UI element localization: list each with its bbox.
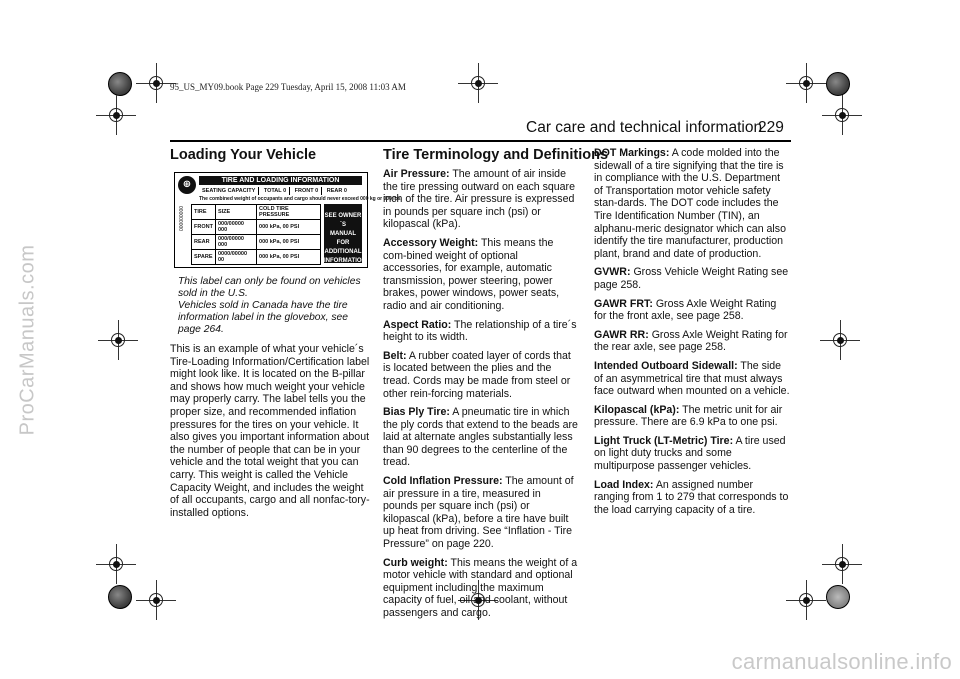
terminology-column-1 (383, 168, 578, 626)
footer-watermark: carmanualsonline.info (731, 649, 952, 674)
definition-term: Kilopascal (kPa): (594, 403, 680, 416)
cell: REAR (192, 235, 216, 250)
definition-text: A code molded into the sidewall of a tire signifying that the tire is in compliance with the U.S. Department of Transportation motor vehicle safety stan-dards. The DOT code includes the Tire Identification Number (TIN), an alphanu-meric designator which can also identify the tire manufacturer, production plant, brand and date of production. (594, 147, 786, 260)
color-blot-bottom-right (826, 585, 850, 609)
definition-term: Curb weight: (383, 556, 448, 569)
terminology-column-2 (594, 147, 790, 522)
definition-item (594, 147, 790, 260)
definition-term: Aspect Ratio: (383, 318, 452, 331)
registration-mark-bottom-left (136, 580, 176, 620)
definition-text: The amount of air inside the tire pressing outward on each square inch of the tire. Air pressure is expressed in pounds per square inch (psi) or kilopascal (kPa). (383, 168, 575, 231)
definition-item (594, 298, 790, 323)
definition-item (383, 350, 578, 400)
definition-text: An assigned number ranging from 1 to 279 that corresponds to the load carrying capacity of a tire. (594, 478, 789, 516)
definition-term: DOT Markings: (594, 147, 670, 159)
owner-line: SEE OWNER´S (324, 213, 362, 228)
owner-line: ADDITIONAL (324, 249, 362, 255)
owner-line: INFORMATION (324, 258, 366, 264)
definition-term: GVWR: (594, 266, 631, 279)
cell: 000/00000 000 (215, 235, 256, 250)
cell: 0000/00000 00 (215, 250, 256, 265)
cell: 000 kPa, 00 PSI (257, 235, 321, 250)
definition-term: Belt: (383, 349, 407, 362)
cell: 000 kPa, 00 PSI (257, 220, 321, 235)
label-total: TOTAL 0 (261, 187, 290, 195)
definition-item (594, 360, 790, 398)
definition-term: GAWR FRT: (594, 297, 653, 310)
side-watermark-text: ProCarManuals.com (16, 244, 39, 436)
definition-term: GAWR RR: (594, 328, 649, 341)
definition-term: Accessory Weight: (383, 236, 479, 249)
tire-loading-label-image (174, 172, 402, 268)
registration-mark-lower-left (96, 544, 136, 584)
book-info: 95_US_MY09.book Page 229 Tuesday, April 15, 2008 11:03 AM (170, 82, 406, 92)
definition-text: Gross Axle Weight Rating for the rear axle, see page 258. (594, 328, 788, 354)
terminology-heading: Tire Terminology and Definitions (383, 147, 609, 163)
owner-line: MANUAL FOR (330, 231, 356, 246)
registration-mark-top-center (458, 63, 498, 103)
definition-text: This means the weight of a motor vehicle with standard and optional equipment including the maximum capacity of fuel, oil and coolant, without passengers and cargo. (383, 556, 578, 619)
definition-text: The amount of air pressure in a tire, measured in pounds per square inch (psi) or kilopascal (kPa), before a tire have built up heat from driving. See “Inflation - Tire Pressure” on page 220. (383, 475, 574, 551)
body-paragraph: This is an example of what your vehicle´s Tire-Loading Information/Certification label might look like. It is located on the B-pillar and shows how much weight your vehicle may properly carry. The label tells you the proper size, and recommended inflation pressures for the tires on your vehicle. It also gives you important information about the number of people that can be in your vehicle and the total weight that you can carry. This weight is called the Vehicle Capacity Weight, and includes the weight of all occupants, cargo and all nonfac-tory-installed options. (170, 343, 370, 519)
definition-item (383, 406, 578, 469)
loading-heading: Loading Your Vehicle (170, 147, 317, 163)
caption-line: This label can only be found on vehicles sold in the U.S. (178, 276, 361, 299)
registration-mark-middle-right (820, 320, 860, 360)
definition-text: Gross Vehicle Weight Rating see page 258. (594, 266, 789, 291)
registration-mark-lower-right (822, 544, 862, 584)
side-watermark (0, 0, 56, 679)
header-rule (170, 140, 791, 142)
col-tire: TIRE (192, 205, 216, 220)
definition-item (383, 168, 578, 231)
label-id-number: 000000000 (179, 205, 185, 231)
definition-text: Gross Axle Weight Rating for the front axle, see page 258. (594, 297, 777, 323)
cell: 000/00000 000 (215, 220, 256, 235)
definition-term: Light Truck (LT-Metric) Tire: (594, 434, 734, 447)
definition-text: The metric unit for air pressure. There are 6.9 kPa to one psi. (594, 403, 783, 429)
definition-item (383, 237, 578, 313)
loading-body (170, 343, 370, 525)
cell: 000 kPa, 00 PSI (257, 250, 321, 265)
definition-item (383, 475, 578, 551)
definition-item (594, 266, 790, 291)
label-capacity-row (199, 187, 362, 195)
definition-item (594, 329, 790, 354)
color-blot-top-right (826, 72, 850, 96)
registration-mark-upper-right (822, 95, 862, 135)
registration-mark-middle-left (98, 320, 138, 360)
cell: SPARE (192, 250, 216, 265)
registration-mark-upper-left (96, 95, 136, 135)
cell: FRONT (192, 220, 216, 235)
definition-term: Air Pressure: (383, 168, 450, 180)
registration-mark-top-right (786, 63, 826, 103)
definition-term: Bias Ply Tire: (383, 406, 450, 419)
definition-text: The relationship of a tire´s height to its width. (383, 318, 577, 344)
definition-term: Cold Inflation Pressure: (383, 475, 503, 488)
table-row (192, 250, 321, 265)
label-front: FRONT 0 (292, 187, 323, 195)
definition-item (594, 435, 790, 473)
definition-text: The side of an asymmetrical tire that must always face outward when mounted on a vehicle. (594, 359, 790, 398)
definition-text: This means the com-bined weight of optional accessories, for example, automatic transmission, power steering, power brakes, power windows, power seats, radio and air conditioning. (383, 236, 560, 312)
color-blot-bottom-left (108, 585, 132, 609)
page-number: 229 (758, 119, 784, 136)
col-size: SIZE (215, 205, 256, 220)
label-weight-note: The combined weight of occupants and cargo should never exceed 000 kg or 000 lbs. (199, 196, 402, 202)
definition-term: Load Index: (594, 478, 654, 491)
definition-item (594, 404, 790, 429)
color-blot-top-left (108, 72, 132, 96)
manufacturer-logo: ⊕ (178, 176, 196, 194)
registration-mark-bottom-right (786, 580, 826, 620)
definition-text: A rubber coated layer of cords that is located between the plies and the tread. Cords may be made from steel or other rein-forcing materials. (383, 349, 571, 400)
owner-manual-box (324, 204, 366, 264)
table-row (192, 220, 321, 235)
section-title: Car care and technical information (526, 119, 763, 136)
col-pressure: COLD TIRE PRESSURE (257, 205, 321, 220)
tire-pressure-table (191, 204, 321, 265)
caption-line: Vehicles sold in Canada have the tire information label in the glovebox, see page 264. (178, 300, 349, 335)
label-title: TIRE AND LOADING INFORMATION (199, 176, 362, 185)
definition-term: Intended Outboard Sidewall: (594, 359, 738, 372)
definition-text: A tire used on light duty trucks and some multipurpose passenger vehicles. (594, 434, 786, 473)
table-row (192, 235, 321, 250)
definition-text: A pneumatic tire in which the ply cords that extend to the beads are laid at alternate angles substantially less than 90 degrees to the centerline of the tread. (383, 406, 578, 469)
definition-item (594, 479, 790, 517)
label-seating: SEATING CAPACITY (199, 187, 259, 195)
definition-item (383, 319, 578, 344)
figure-caption (178, 276, 368, 336)
definition-item (383, 557, 578, 620)
label-rear: REAR 0 (326, 188, 347, 194)
